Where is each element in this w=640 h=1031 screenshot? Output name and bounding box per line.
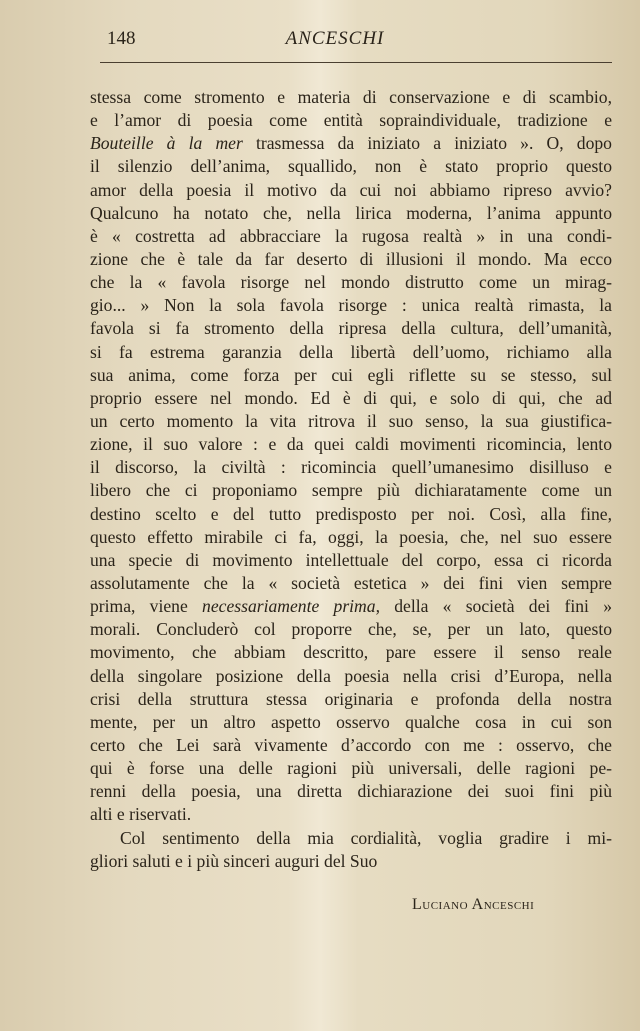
text-line bbox=[90, 827, 612, 850]
text-segment: certo che Lei sarà vivamente d’accordo con me : osservo, che bbox=[90, 734, 612, 755]
text-line bbox=[90, 202, 612, 225]
text-line bbox=[90, 248, 612, 271]
text-line bbox=[90, 364, 612, 387]
text-segment: morali. Concluderò col proporre che, se, per un lato, questo bbox=[90, 619, 612, 640]
italic-segment: necessariamente prima, bbox=[202, 596, 380, 617]
text-line bbox=[90, 595, 612, 618]
text-segment: questo effetto mirabile ci fa, oggi, la poesia, che, nel suo essere bbox=[90, 526, 612, 547]
text-segment: Qualcuno ha notato che, nella lirica moderna, l’anima appunto bbox=[90, 202, 612, 223]
text-segment: una specie di movimento intellettuale del corpo, essa ci ricorda bbox=[90, 549, 612, 570]
text-line bbox=[90, 179, 612, 202]
text-line bbox=[90, 757, 612, 780]
text-segment: un certo momento la vita ritrova il suo senso, la sua giustifica- bbox=[90, 410, 612, 431]
text-segment: proprio essere nel mondo. Ed è di qui, e solo di qui, che ad bbox=[90, 387, 612, 408]
text-line bbox=[90, 155, 612, 178]
text-segment: Col sentimento della mia cordialità, voglia gradire i mi- bbox=[120, 827, 612, 848]
text-segment: renni della poesia, una diretta dichiarazione dei suoi fini più bbox=[90, 781, 612, 802]
text-segment: è « costretta ad abbracciare la rugosa realtà » in una condi- bbox=[90, 225, 612, 246]
text-line bbox=[90, 734, 612, 757]
text-line bbox=[90, 225, 612, 248]
text-line bbox=[90, 618, 612, 641]
text-segment: zione che è tale da far deserto di illusioni il mondo. Ma ecco bbox=[90, 248, 612, 269]
text-line bbox=[90, 132, 612, 155]
text-segment: della « società dei fini » bbox=[379, 596, 612, 617]
text-line bbox=[90, 526, 612, 549]
text-line bbox=[90, 341, 612, 364]
text-segment: sua anima, come forza per cui egli riflette su se stesso, sul bbox=[90, 364, 612, 385]
header-rule bbox=[100, 62, 612, 63]
text-line bbox=[90, 572, 612, 595]
text-line bbox=[90, 410, 612, 433]
text-segment: e l’amor di poesia come entità sopraindividuale, tradizione e bbox=[90, 110, 612, 131]
text-line bbox=[90, 549, 612, 572]
text-line bbox=[90, 711, 612, 734]
text-line bbox=[90, 780, 612, 803]
text-segment: amor della poesia il motivo da cui noi abbiamo ripreso avvio? bbox=[90, 179, 612, 200]
text-segment: gio... » Non la sola favola risorge : unica realtà rimasta, la bbox=[90, 295, 612, 316]
running-head: ANCESCHI bbox=[285, 28, 385, 49]
text-segment: zione, il suo valore : e da quei caldi movimenti ricomincia, lento bbox=[90, 434, 612, 455]
text-line bbox=[90, 850, 612, 873]
text-segment: alti e riservati. bbox=[90, 804, 192, 825]
text-segment: assolutamente che la « società estetica » dei fini vien sempre bbox=[90, 572, 612, 593]
text-segment: il discorso, la civiltà : ricomincia quell’umanesimo disilluso e bbox=[90, 457, 612, 478]
text-segment: favola si fa stromento della ripresa della cultura, dell’umanità, bbox=[90, 318, 612, 339]
italic-segment: Bouteille à la mer bbox=[90, 133, 243, 154]
text-segment: trasmessa da iniziato a iniziato ». O, dopo bbox=[242, 133, 612, 154]
text-segment: prima, viene bbox=[90, 596, 203, 617]
text-line bbox=[90, 688, 612, 711]
text-line bbox=[90, 294, 612, 317]
text-segment: stessa come stromento e materia di conservazione e di scambio, bbox=[90, 87, 612, 107]
text-line bbox=[90, 433, 612, 456]
letter-body bbox=[90, 86, 612, 873]
text-segment: il silenzio dell’anima, squallido, non è stato proprio questo bbox=[90, 156, 612, 177]
text-segment: gliori saluti e i più sinceri auguri del Suo bbox=[90, 850, 378, 871]
text-line bbox=[90, 665, 612, 688]
text-segment: che la « favola risorge nel mondo distrutto come un mirag- bbox=[90, 272, 612, 293]
text-segment: qui è forse una delle ragioni più universali, delle ragioni pe- bbox=[90, 758, 612, 779]
signature: Luciano Anceschi bbox=[412, 896, 535, 913]
text-segment: destino scelto e del tutto predisposto per noi. Così, alla fine, bbox=[90, 503, 612, 524]
text-segment: mente, per un altro aspetto osservo qualche cosa in cui son bbox=[90, 711, 612, 732]
text-line bbox=[90, 387, 612, 410]
text-line bbox=[90, 641, 612, 664]
text-segment: crisi della struttura stessa originaria e profonda della nostra bbox=[90, 688, 612, 709]
text-line bbox=[90, 803, 612, 826]
text-line bbox=[90, 456, 612, 479]
text-segment: movimento, che abbiam descritto, pare essere il senso reale bbox=[90, 642, 612, 663]
text-line bbox=[90, 109, 612, 132]
text-line bbox=[90, 503, 612, 526]
text-segment: si fa estrema garanzia della libertà dell’uomo, richiamo alla bbox=[90, 341, 612, 362]
text-segment: della singolare posizione della poesia nella crisi d’Europa, nella bbox=[90, 665, 612, 686]
text-segment: libero che ci proponiamo sempre più dichiaratamente come un bbox=[90, 480, 612, 501]
text-line bbox=[90, 479, 612, 502]
page-number: 148 bbox=[107, 28, 136, 49]
text-line bbox=[90, 317, 612, 340]
text-line bbox=[90, 271, 612, 294]
text-line bbox=[90, 86, 612, 109]
